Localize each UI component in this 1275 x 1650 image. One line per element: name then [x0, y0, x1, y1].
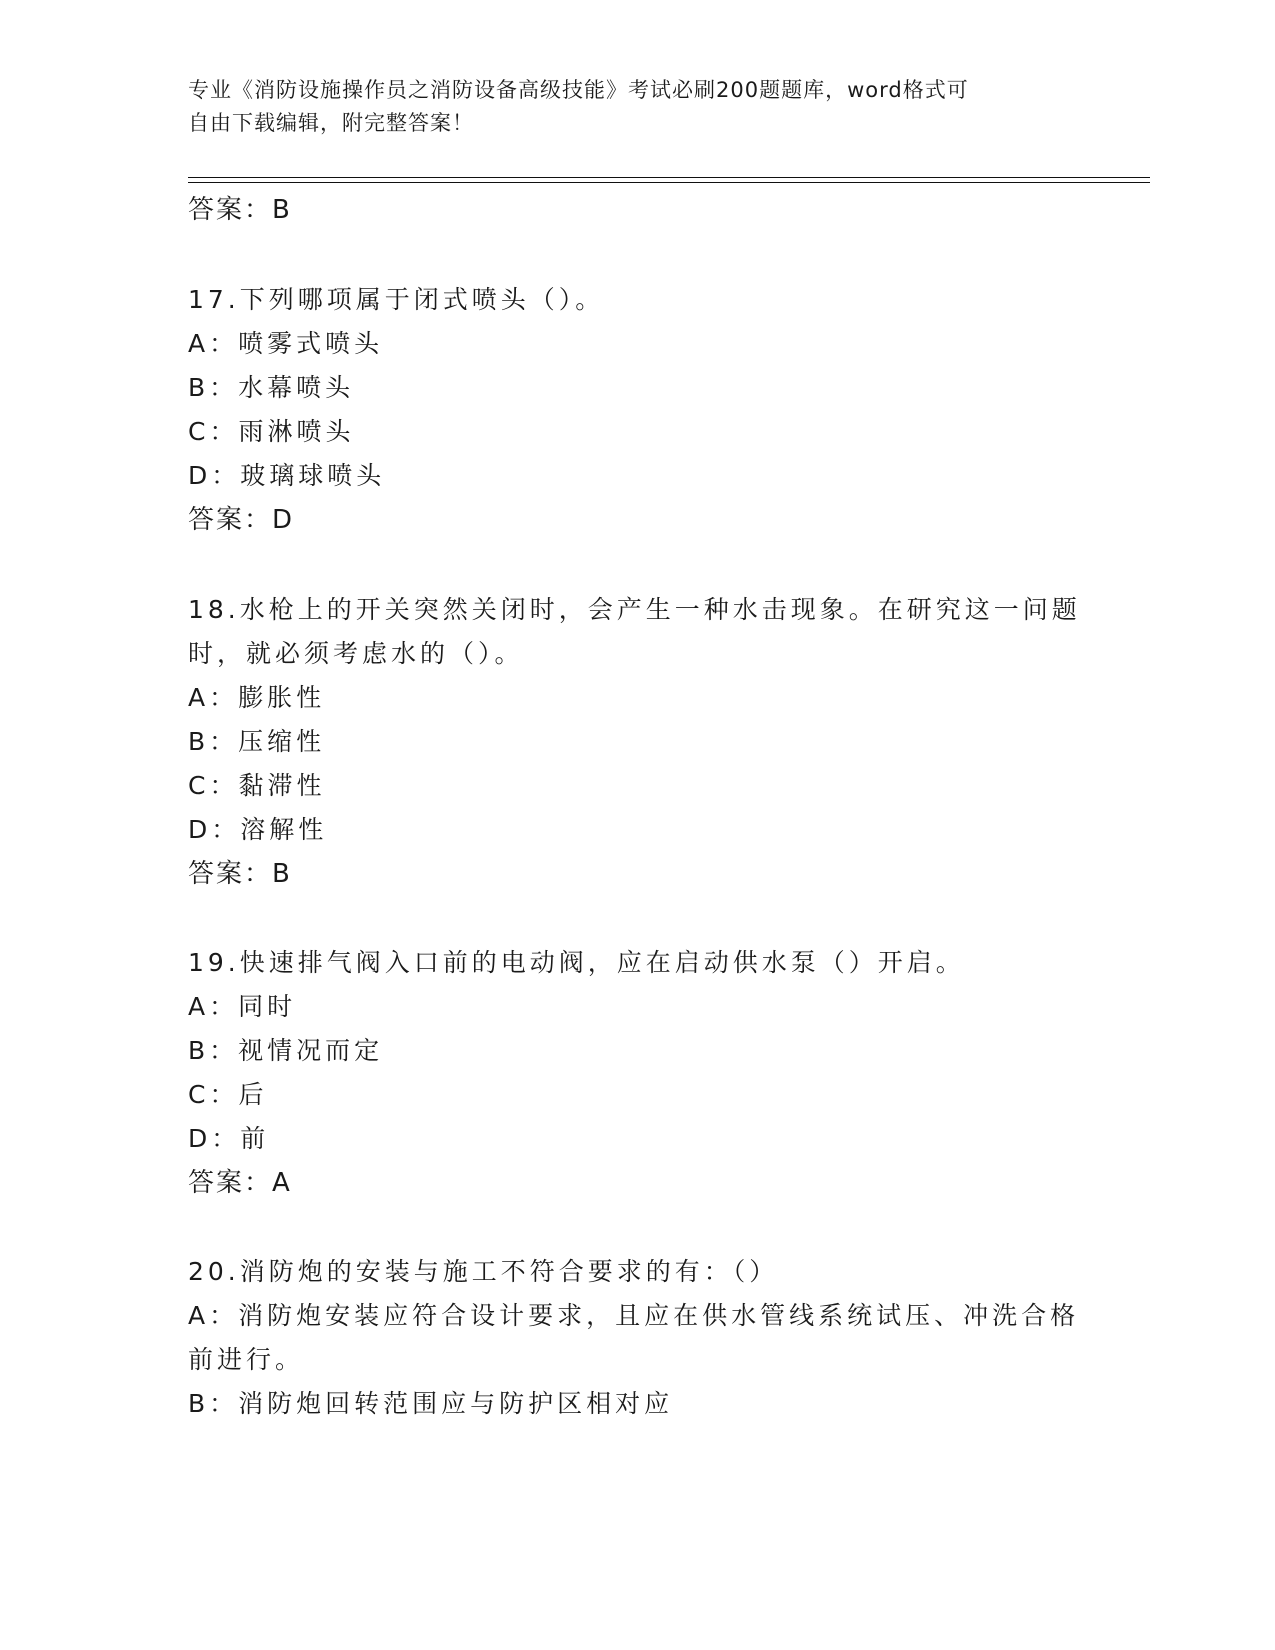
question-18-option-d: D：溶解性	[188, 815, 328, 844]
header-divider-top	[188, 177, 1150, 178]
question-19-option-c: C：后	[188, 1080, 268, 1109]
question-18-answer: 答案：B	[188, 859, 292, 889]
question-17-option-d: D：玻璃球喷头	[188, 461, 386, 490]
question-19-option-b: B：视情况而定	[188, 1036, 384, 1065]
question-20-option-a-line-2: 前进行。	[188, 1345, 305, 1374]
question-17-answer: 答案：D	[188, 505, 295, 535]
question-19-stem: 19.快速排气阀入口前的电动阀，应在启动供水泵（）开启。	[188, 948, 965, 977]
question-18-option-a: A：膨胀性	[188, 683, 326, 712]
question-17-stem: 17.下列哪项属于闭式喷头（）。	[188, 285, 605, 314]
header-line-1: 专业《消防设施操作员之消防设备高级技能》考试必刷200题题库，word格式可	[188, 78, 969, 102]
question-17-option-b: B：水幕喷头	[188, 373, 355, 402]
question-18-stem-line-1: 18.水枪上的开关突然关闭时，会产生一种水击现象。在研究这一问题	[188, 595, 1081, 624]
question-20-option-b: B：消防炮回转范围应与防护区相对应	[188, 1389, 674, 1418]
question-20-stem: 20.消防炮的安装与施工不符合要求的有：（）	[188, 1257, 779, 1286]
question-18-option-b: B：压缩性	[188, 727, 326, 756]
header-divider-bottom	[188, 182, 1150, 183]
question-17-option-c: C：雨淋喷头	[188, 417, 355, 446]
question-18-option-c: C：黏滞性	[188, 771, 326, 800]
document-header	[188, 74, 1068, 140]
question-19-option-a: A：同时	[188, 992, 297, 1021]
previous-answer: 答案：B	[188, 195, 292, 225]
header-line-2: 自由下载编辑，附完整答案！	[188, 111, 474, 135]
question-20-option-a-line-1: A：消防炮安装应符合设计要求，且应在供水管线系统试压、冲洗合格	[188, 1301, 1080, 1330]
question-18-stem-line-2: 时，就必须考虑水的（）。	[188, 639, 524, 668]
question-17-option-a: A：喷雾式喷头	[188, 329, 384, 358]
question-19-answer: 答案：A	[188, 1168, 292, 1198]
question-19-option-d: D：前	[188, 1124, 270, 1153]
